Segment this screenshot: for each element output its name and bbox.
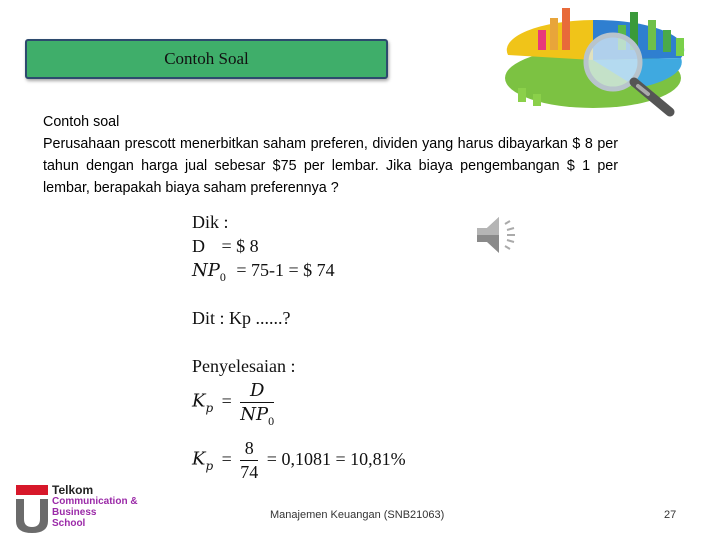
logo-line-1: Telkom (52, 483, 94, 497)
dividend-value: = $ 8 (221, 236, 259, 256)
formula-denominator: NP (240, 404, 269, 425)
dividend-line (192, 236, 259, 257)
calc-result: = 0,1081 = 10,81% (266, 448, 406, 469)
formula-denominator-subscript: 0 (268, 414, 275, 428)
logo-line-2: Communication & (52, 496, 138, 507)
audio-speaker-icon[interactable] (473, 212, 523, 258)
calc-numerator: 8 (240, 438, 258, 461)
net-price-variable: NP (192, 260, 220, 281)
kp-subscript: p (205, 400, 214, 415)
net-price-value: = 75-1 = $ 74 (236, 260, 335, 280)
dik-label: Dik : (192, 212, 229, 232)
formula-fraction (240, 380, 275, 428)
kp-variable-2: K (192, 448, 206, 470)
logo-line-3: Business (52, 507, 97, 518)
formula-line (192, 380, 275, 428)
calc-equals: = (221, 448, 232, 469)
calc-denominator: 74 (240, 462, 259, 482)
problem-heading: Contoh soal (43, 114, 120, 130)
footer-course-name: Manajemen Keuangan (SNB21063) (270, 509, 445, 521)
problem-statement: Perusahaan prescott menerbitkan saham preferen, dividen yang harus dibayarkan $ 8 per tahun dengan harga jual sebesar $75 per lembar. Jika biaya pengembangan $ 1 per lembar, berapakah biaya saham preferennya ? (43, 136, 618, 196)
slide-title: Contoh Soal (164, 49, 249, 68)
formula-equals: = (221, 390, 232, 411)
logo-line-4: School (52, 518, 86, 529)
slide-title-box (25, 39, 388, 79)
problem-text-block (43, 111, 618, 199)
kp-variable: K (192, 390, 206, 412)
telkom-logo-text (52, 485, 138, 529)
formula-numerator: D (240, 380, 274, 403)
net-price-subscript: 0 (219, 270, 226, 284)
kp-subscript-2: p (205, 458, 214, 473)
net-price-line (192, 260, 335, 284)
dividend-variable: D (192, 236, 205, 256)
dit-line: Dit : Kp ......? (192, 308, 291, 328)
calculation-line (192, 438, 406, 483)
page-number: 27 (664, 509, 677, 521)
penyelesaian-label: Penyelesaian : (192, 356, 296, 376)
calc-fraction (240, 438, 258, 483)
